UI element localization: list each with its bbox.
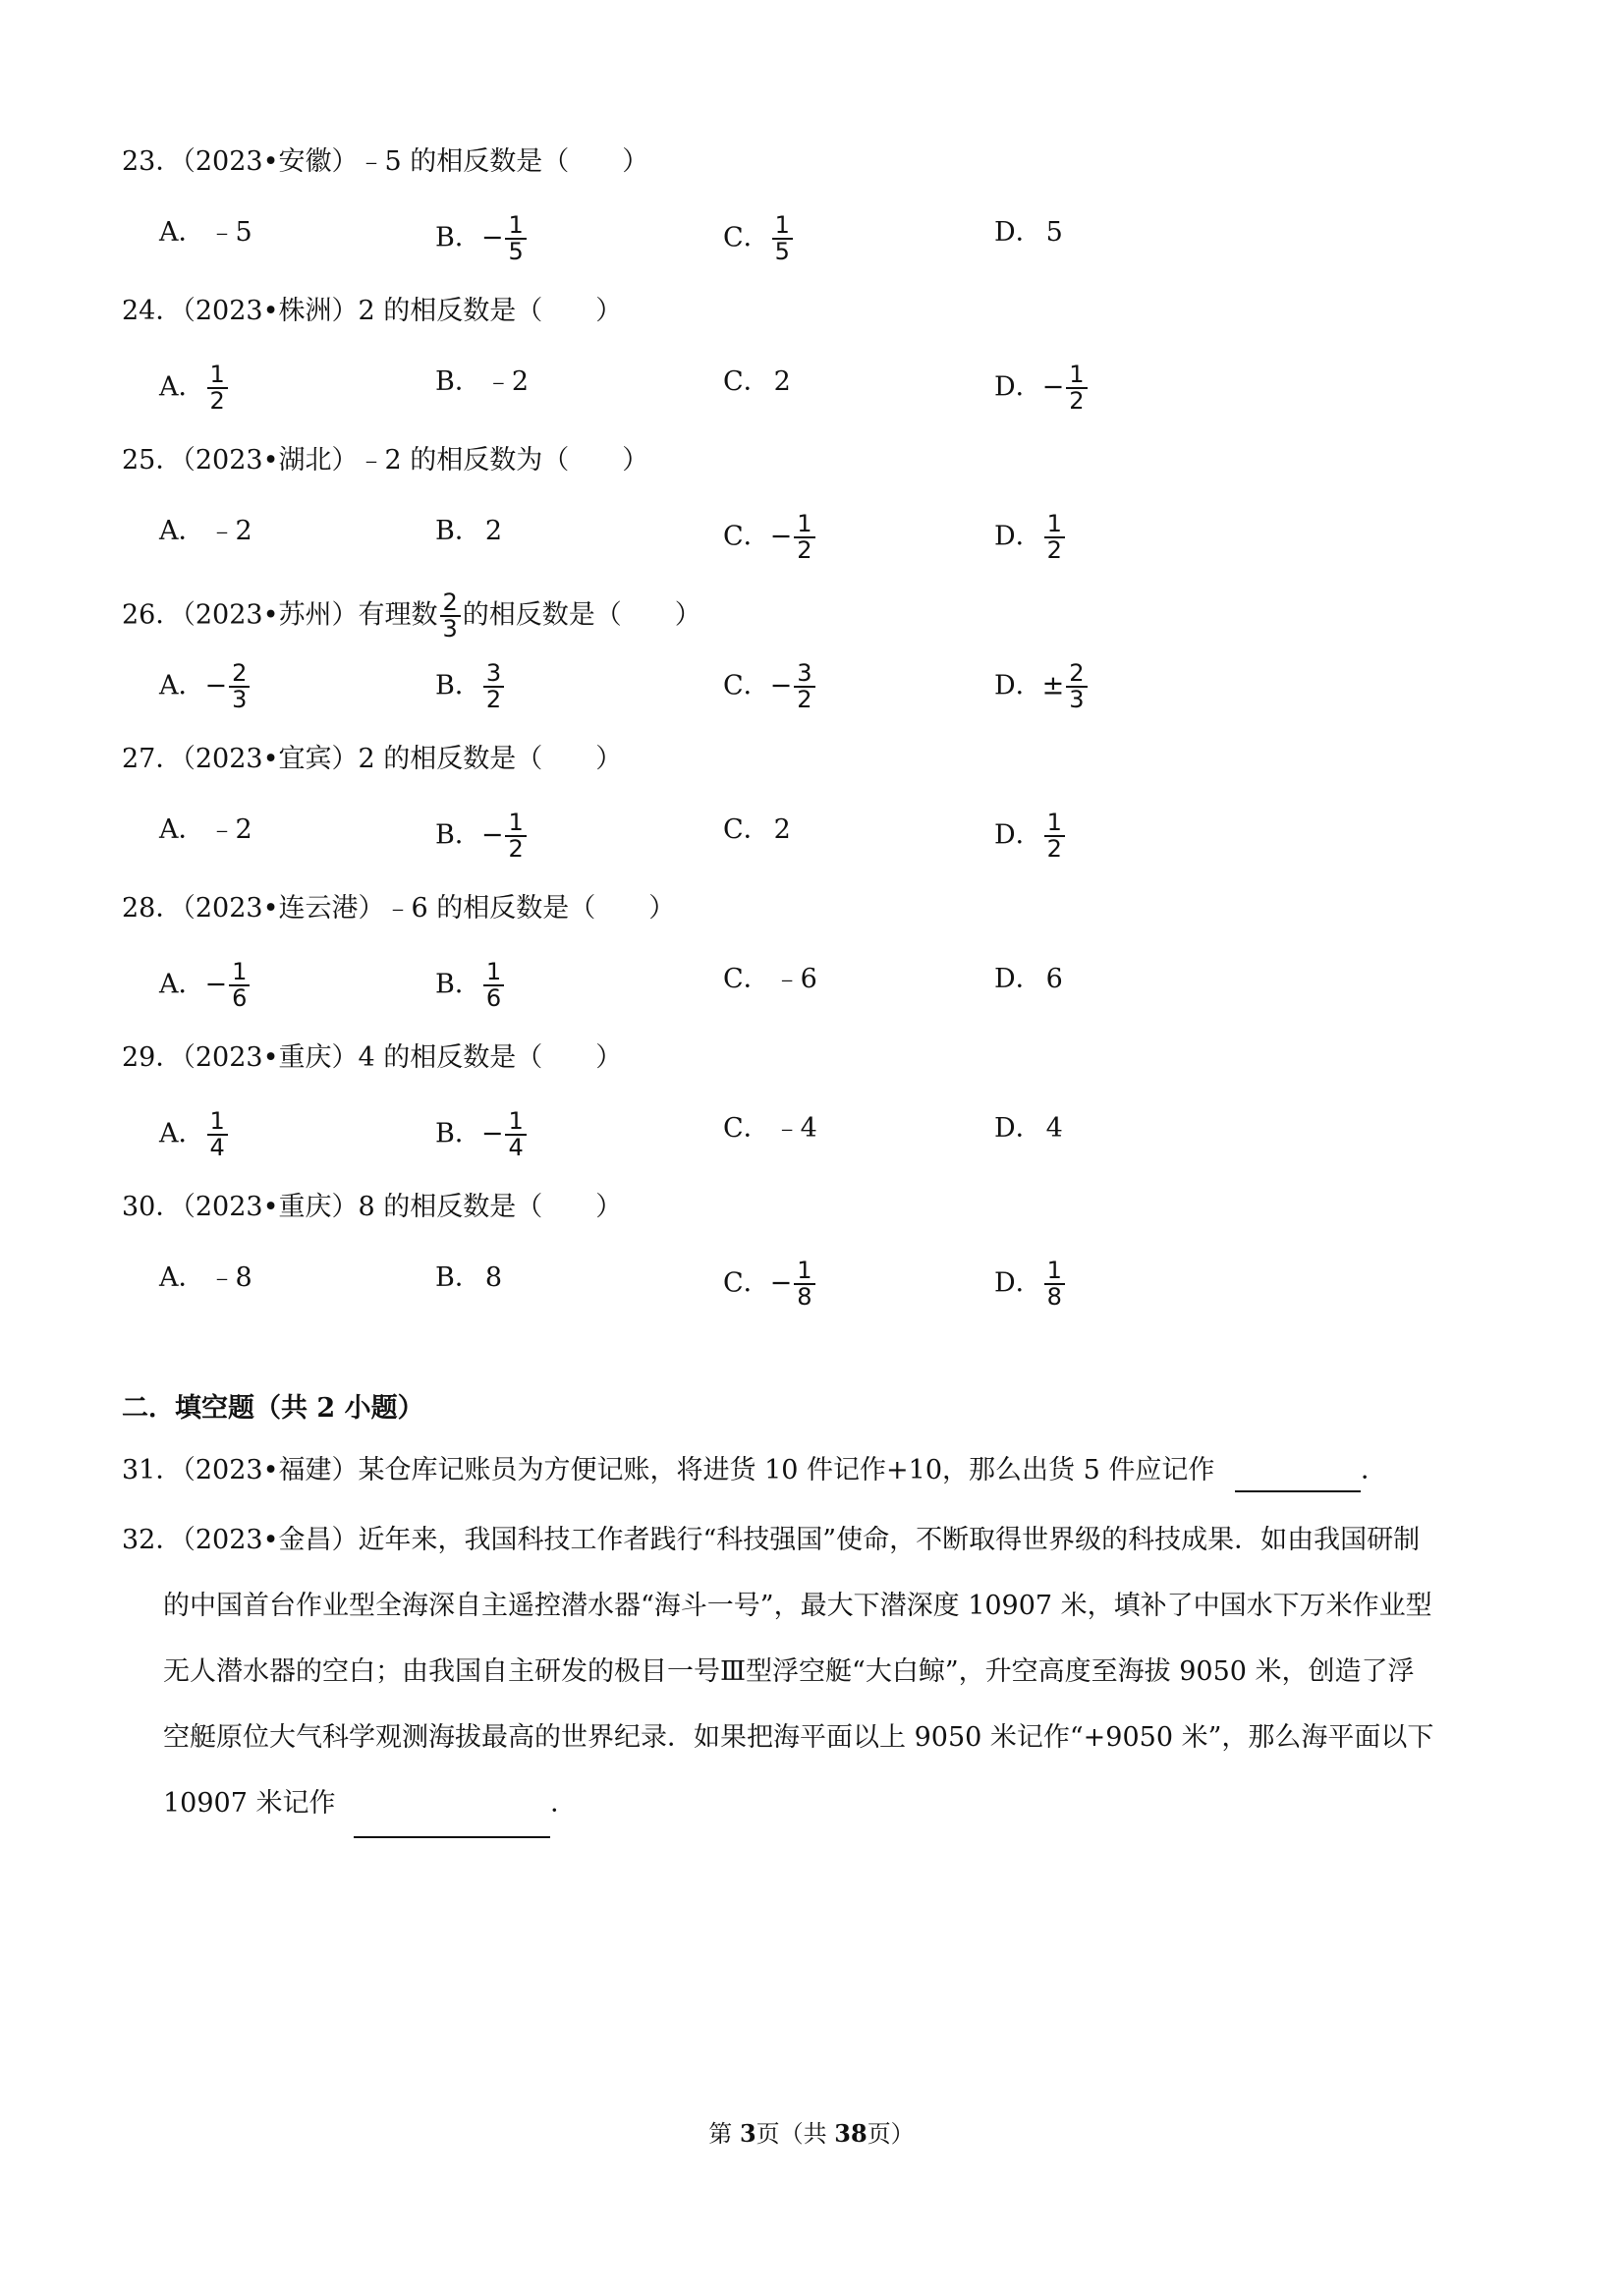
option-label: D．: [994, 1267, 1042, 1299]
section-title-suffix: 小题）: [335, 1393, 424, 1424]
option-a[interactable]: [159, 811, 252, 850]
option-a[interactable]: [159, 1259, 252, 1298]
option-d[interactable]: [994, 363, 1090, 414]
option-label: A．: [159, 1118, 205, 1149]
option-sign: −: [1041, 371, 1065, 403]
option-sign: −: [769, 1267, 793, 1299]
option-fraction: [1044, 512, 1065, 563]
question-32-line-2: 的中国首台作业型全海深自主遥控潜水器“海斗一号”，最大下潜深度 10907 米，填补了中国水下万米作业型: [163, 1591, 1432, 1621]
question-stem: ．（2023•株洲）2 的相反数是（ ）: [155, 296, 623, 326]
option-sign: ±: [1041, 670, 1065, 701]
fraction-numerator: 1: [229, 960, 250, 986]
section-title-fill-in: [122, 1386, 424, 1425]
option-value: 8: [484, 1262, 503, 1293]
fraction-numerator: 1: [1044, 1259, 1065, 1285]
option-label: D．: [994, 670, 1042, 701]
fraction-numerator: 1: [1066, 363, 1087, 389]
option-a[interactable]: [159, 512, 252, 551]
option-label: C．: [723, 814, 770, 845]
fraction-denominator: 2: [1046, 835, 1062, 864]
option-label: A．: [159, 217, 205, 248]
question-27: [122, 740, 622, 779]
option-c[interactable]: [723, 1259, 817, 1310]
question-24: [122, 292, 622, 331]
fraction-denominator: 4: [209, 1134, 225, 1162]
option-d[interactable]: [994, 1259, 1067, 1310]
option-c[interactable]: [723, 960, 817, 999]
option-b[interactable]: [435, 960, 506, 1011]
option-fraction: [505, 811, 526, 862]
option-label: D．: [994, 217, 1042, 248]
question-stem: ．（2023•重庆）4 的相反数是（ ）: [155, 1042, 623, 1073]
option-value: ﹣4: [773, 1113, 817, 1144]
option-fraction: [1044, 1259, 1065, 1310]
option-label: B．: [435, 969, 481, 1000]
fraction-denominator: 3: [232, 686, 248, 714]
option-a[interactable]: [159, 661, 252, 712]
option-fraction: [483, 661, 504, 712]
option-value: 4: [1045, 1113, 1063, 1144]
question-32-line-3: 无人潜水器的空白；由我国自主研发的极目一号Ⅲ型浮空艇“大白鲸”，升空高度至海拔 9050 米，创造了浮: [163, 1656, 1415, 1687]
option-value: ﹣2: [484, 366, 530, 397]
fraction-numerator: 1: [1044, 512, 1065, 538]
fraction-denominator: 5: [774, 238, 790, 266]
option-b[interactable]: [435, 512, 502, 551]
question-stem-prefix: ．（2023•苏州）有理数: [155, 599, 438, 631]
option-d[interactable]: [994, 1109, 1063, 1148]
option-label: D．: [994, 371, 1042, 403]
question-number: 25: [122, 445, 156, 476]
option-b[interactable]: [435, 213, 529, 264]
option-fraction: [229, 661, 250, 712]
question-30: [122, 1188, 622, 1227]
option-sign: −: [769, 670, 793, 701]
option-a[interactable]: [159, 363, 230, 414]
option-value: ﹣5: [208, 217, 252, 248]
fraction-denominator: 2: [797, 536, 812, 565]
option-c[interactable]: [723, 1109, 817, 1148]
fraction-numerator: 1: [505, 213, 526, 240]
option-label: A．: [159, 371, 205, 403]
option-label: C．: [723, 366, 770, 397]
option-label: C．: [723, 1267, 770, 1299]
question-number: 27: [122, 744, 156, 774]
fraction-numerator: 1: [505, 811, 526, 837]
option-fraction: [794, 661, 814, 712]
option-value: 5: [1045, 217, 1063, 248]
option-value: ﹣8: [208, 1262, 252, 1293]
stem-fraction: [440, 590, 461, 642]
option-a[interactable]: [159, 1109, 230, 1160]
option-value: 6: [1045, 964, 1063, 994]
question-number: 28: [122, 893, 156, 924]
fraction-numerator: 1: [207, 363, 228, 389]
option-sign: −: [480, 1118, 504, 1149]
option-label: B．: [435, 516, 481, 546]
footer-total-pages: 38: [834, 2119, 867, 2148]
option-d[interactable]: [994, 512, 1067, 563]
option-label: B．: [435, 222, 481, 253]
option-value: ﹣2: [208, 516, 252, 546]
fraction-numerator: 2: [1066, 661, 1087, 688]
fraction-denominator: 2: [209, 387, 225, 416]
question-32-line-5: [122, 1770, 1537, 1838]
question-32-end: ．: [550, 1788, 578, 1819]
option-label: C．: [723, 222, 770, 253]
fraction-numerator: 3: [483, 661, 504, 688]
fraction-denominator: 2: [1069, 387, 1085, 416]
option-fraction: [794, 512, 814, 563]
option-fraction: [1066, 661, 1087, 712]
option-sign: −: [480, 222, 504, 253]
option-label: B．: [435, 819, 481, 851]
fraction-numerator: 1: [794, 512, 814, 538]
option-d[interactable]: [994, 811, 1067, 862]
option-value: ﹣2: [208, 814, 252, 845]
option-b[interactable]: [435, 661, 506, 712]
option-fraction: [794, 1259, 814, 1310]
footer-suffix: 页）: [867, 2120, 915, 2148]
option-a[interactable]: [159, 960, 252, 1011]
page-footer: [0, 2114, 1623, 2149]
question-28: [122, 889, 675, 928]
fraction-numerator: 1: [505, 1109, 526, 1136]
question-31-end: ．: [1360, 1455, 1387, 1485]
option-c[interactable]: [723, 811, 791, 850]
option-label: C．: [723, 964, 770, 994]
option-label: B．: [435, 670, 481, 701]
footer-page-number: 3: [739, 2119, 756, 2148]
option-fraction: [207, 363, 228, 414]
option-sign: −: [204, 670, 228, 701]
fraction-numerator: 1: [794, 1259, 814, 1285]
fraction-denominator: 3: [442, 615, 458, 644]
question-25: [122, 441, 648, 480]
fraction-numerator: 1: [1044, 811, 1065, 837]
fraction-denominator: 8: [797, 1283, 812, 1312]
question-stem: ．（2023•湖北）﹣2 的相反数为（ ）: [155, 445, 649, 476]
option-label: A．: [159, 969, 205, 1000]
question-stem: ．（2023•安徽）﹣5 的相反数是（ ）: [155, 146, 649, 177]
section-question-count: 2: [316, 1393, 336, 1424]
question-32-line-4: 空艇原位大气科学观测海拔最高的世界纪录．如果把海平面以上 9050 米记作“+9050 米”，那么海平面以下: [163, 1722, 1434, 1753]
option-fraction: [1044, 811, 1065, 862]
fraction-numerator: 1: [207, 1109, 228, 1136]
section-title-prefix: 二．填空题（共: [122, 1393, 317, 1424]
option-label: B．: [435, 366, 481, 397]
option-a[interactable]: [159, 213, 252, 252]
question-29: [122, 1038, 622, 1078]
question-stem: ．（2023•连云港）﹣6 的相反数是（ ）: [155, 893, 676, 924]
option-label: A．: [159, 1262, 205, 1293]
option-sign: −: [769, 521, 793, 552]
question-23: [122, 142, 648, 182]
option-fraction: [772, 213, 793, 264]
option-label: B．: [435, 1262, 481, 1293]
fraction-denominator: 8: [1046, 1283, 1062, 1312]
option-label: D．: [994, 1113, 1042, 1144]
question-number: 26: [122, 599, 156, 631]
question-number: 24: [122, 296, 156, 326]
option-label: C．: [723, 670, 770, 701]
answer-blank-32[interactable]: [354, 1770, 550, 1838]
fraction-numerator: 2: [229, 661, 250, 688]
question-number: 29: [122, 1042, 156, 1073]
footer-middle: 页（共: [756, 2120, 835, 2148]
fraction-denominator: 5: [508, 238, 524, 266]
option-c[interactable]: [723, 512, 817, 563]
fraction-denominator: 2: [485, 686, 502, 714]
question-stem-suffix: 的相反数是（ ）: [462, 599, 701, 631]
option-fraction: [229, 960, 250, 1011]
fraction-denominator: 2: [797, 686, 812, 714]
option-value: ﹣6: [773, 964, 817, 994]
option-b[interactable]: [435, 1259, 502, 1298]
option-b[interactable]: [435, 811, 529, 862]
option-sign: −: [480, 819, 504, 851]
question-number: 23: [122, 146, 156, 177]
option-fraction: [207, 1109, 228, 1160]
option-c[interactable]: [723, 363, 791, 402]
option-label: A．: [159, 814, 205, 845]
option-d[interactable]: [994, 213, 1063, 252]
fraction-numerator: 3: [794, 661, 814, 688]
fraction-denominator: 2: [508, 835, 524, 864]
option-fraction: [483, 960, 504, 1011]
fraction-denominator: 4: [508, 1134, 524, 1162]
option-label: D．: [994, 964, 1042, 994]
fraction-numerator: 2: [440, 590, 461, 617]
question-32-line-5-text: 10907 米记作: [163, 1788, 336, 1819]
option-value: 2: [773, 814, 791, 845]
footer-prefix: 第: [708, 2120, 740, 2148]
option-fraction: [505, 213, 526, 264]
question-number: 30: [122, 1192, 156, 1222]
option-label: A．: [159, 670, 205, 701]
option-d[interactable]: [994, 960, 1063, 999]
fraction-denominator: 6: [485, 984, 502, 1013]
option-d[interactable]: [994, 661, 1090, 712]
option-c[interactable]: [723, 661, 817, 712]
fraction-numerator: 1: [772, 213, 793, 240]
question-stem: ．（2023•宜宾）2 的相反数是（ ）: [155, 744, 623, 774]
option-b[interactable]: [435, 1109, 529, 1160]
option-label: A．: [159, 516, 205, 546]
option-c[interactable]: [723, 213, 795, 264]
question-31-text: 31．（2023•福建）某仓库记账员为方便记账，将进货 10 件记作+10，那么出货 5 件应记作: [122, 1455, 1215, 1485]
option-label: D．: [994, 521, 1042, 552]
option-label: B．: [435, 1118, 481, 1149]
option-value: 2: [484, 516, 503, 546]
question-26: [122, 590, 701, 642]
option-value: 2: [773, 366, 791, 397]
option-b[interactable]: [435, 363, 529, 402]
option-label: C．: [723, 521, 770, 552]
option-sign: −: [204, 969, 228, 1000]
fraction-denominator: 6: [232, 984, 248, 1013]
question-32: [122, 1507, 1537, 1838]
fraction-denominator: 3: [1069, 686, 1085, 714]
fraction-numerator: 1: [483, 960, 504, 986]
option-fraction: [1066, 363, 1087, 414]
option-label: C．: [723, 1113, 770, 1144]
question-31: [122, 1451, 1387, 1492]
option-label: D．: [994, 819, 1042, 851]
option-fraction: [505, 1109, 526, 1160]
question-stem: ．（2023•重庆）8 的相反数是（ ）: [155, 1192, 623, 1222]
question-32-line-1: 32．（2023•金昌）近年来，我国科技工作者践行“科技强国”使命，不断取得世界级的科技成果．如由我国研制: [122, 1525, 1421, 1555]
answer-blank-31[interactable]: [1235, 1451, 1361, 1492]
fraction-denominator: 2: [1046, 536, 1062, 565]
